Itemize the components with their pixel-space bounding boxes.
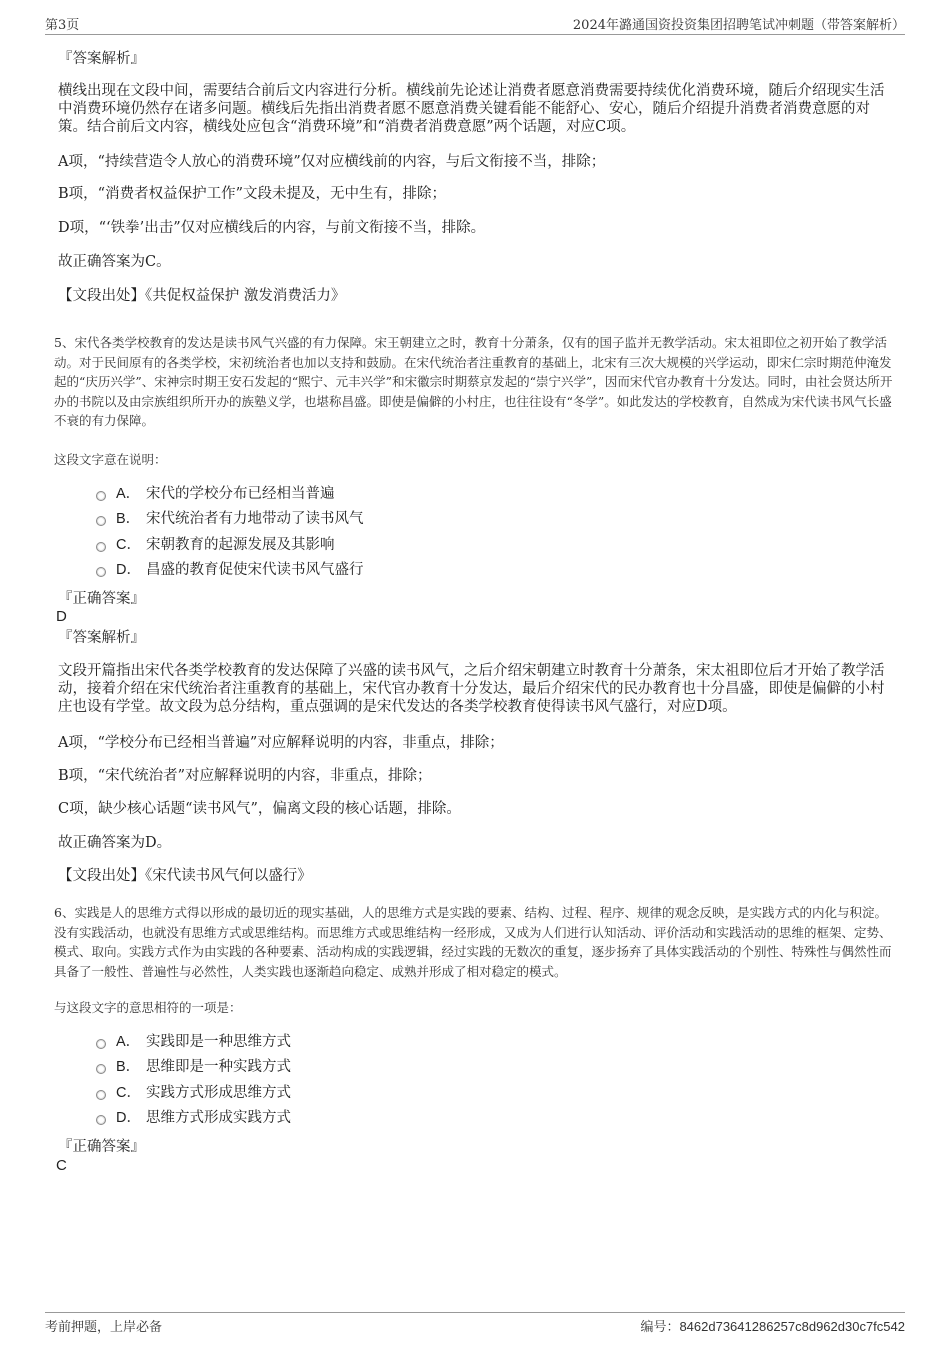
q5-prompt: 这段文字意在说明： bbox=[54, 452, 167, 467]
q6-option-a[interactable]: A． 实践即是一种思维方式 bbox=[96, 1033, 291, 1051]
q6-answer: C bbox=[56, 1157, 67, 1174]
radio-icon[interactable] bbox=[96, 1039, 106, 1049]
q4-conclusion: 故正确答案为C。 bbox=[58, 254, 171, 270]
footer-slogan: 考前押题，上岸必备 bbox=[45, 1320, 163, 1335]
q4-source: 【文段出处】《共促权益保护 激发消费活力》 bbox=[58, 288, 346, 304]
q6-stem: 6、实践是人的思维方式得以形成的最切近的现实基础，人的思维方式是实践的要素、结构、过程、程序、规律的观念反映，是实践方式的内化与积淀。没有实践活动，也就没有思维方式或思维结构。而思维方式或思维结构一经形成，又成为人们进行认知活动、评价活动和实践活动的思维的框架、定势、模式、取向。实践方式作为由实践的各种要素、活动构成的实践逻辑，经过实践的无数次的重复，逐步扬弃了具体实践活动的个别性、特殊性与偶然性而具备了一般性、普遍性与必然性，人类实践也逐渐趋向稳定、成熟并形成了相对稳定的模式。 bbox=[54, 905, 892, 979]
q5-option-c[interactable]: C． 宋朝教育的起源发展及其影响 bbox=[96, 536, 335, 554]
q5-option-d[interactable]: D． 昌盛的教育促使宋代读书风气盛行 bbox=[96, 561, 364, 579]
q5-analysis: 文段开篇指出宋代各类学校教育的发达保障了兴盛的读书风气，之后介绍宋朝建立时教育十分萧条，宋太祖即位后才开始了教学活动，接着介绍在宋代统治者注重教育的基础上，宋代官办教育十分发达，最后介绍宋代的民办教育也十分昌盛，即使是偏僻的小村庄也设有学堂。故文段为总分结构，重点强调的是宋代发达的各类学校教育使得读书风气盛行，对应D项。 bbox=[58, 663, 885, 715]
q6-answer-label: 『正确答案』 bbox=[58, 1139, 145, 1155]
document-title: 2024年潞通国资投资集团招聘笔试冲刺题（带答案解析） bbox=[572, 18, 905, 33]
page-header bbox=[45, 14, 905, 35]
q4-analysis-label: 『答案解析』 bbox=[58, 51, 145, 67]
radio-icon[interactable] bbox=[96, 542, 106, 552]
q5-stem: 5、宋代各类学校教育的发达是读书风气兴盛的有力保障。宋王朝建立之时，教育十分萧条，仅有的国子监并无教学活动。宋太祖即位之初开始了教学活动。对于民间原有的各类学校，宋初统治者也加以支持和鼓励。在宋代统治者注重教育的基础上，北宋有三次大规模的兴学运动，即宋仁宗时期范仲淹发起的“庆历兴学”、宋神宗时期王安石发起的“熙宁、元丰兴学”和宋徽宗时期蔡京发起的“崇宁兴学”，因而宋代官办教育十分发达。同时，由社会贤达所开办的书院以及由宗族组织所开办的族塾义学，也堪称昌盛。即使是偏僻的小村庄，也往往设有“冬学”。如此发达的学校教育，自然成为宋代读书风气长盛不衰的有力保障。 bbox=[54, 335, 893, 428]
q5-answer-label: 『正确答案』 bbox=[58, 591, 145, 607]
q4-line-b: B项，“消费者权益保护工作”文段未提及，无中生有，排除； bbox=[58, 186, 446, 202]
q5-source: 【文段出处】《宋代读书风气何以盛行》 bbox=[58, 868, 312, 884]
q6-prompt: 与这段文字的意思相符的一项是： bbox=[54, 1000, 242, 1015]
q5-line-b: B项，“宋代统治者”对应解释说明的内容，非重点，排除； bbox=[58, 768, 432, 784]
q5-analysis-label: 『答案解析』 bbox=[58, 630, 145, 646]
q5-line-a: A项，“学校分布已经相当普遍”对应解释说明的内容，非重点，排除； bbox=[58, 735, 504, 751]
radio-icon[interactable] bbox=[96, 567, 106, 577]
radio-icon[interactable] bbox=[96, 491, 106, 501]
q4-line-a: A项，“持续营造令人放心的消费环境”仅对应横线前的内容，与后文衔接不当，排除； bbox=[58, 154, 606, 170]
q4-analysis: 横线出现在文段中间，需要结合前后文内容进行分析。横线前先论述让消费者愿意消费需要持续优化消费环境，随后介绍现实生活中消费环境仍然存在诸多问题。横线后先指出消费者愿不愿意消费关键看能不能舒心、安心，随后介绍提升消费者消费意愿的对策。结合前后文内容，横线处应包含“消费环境”和“消费者消费意愿”两个话题，对应C项。 bbox=[58, 83, 885, 135]
footer-code: 编号：8462d73641286257c8d962d30c7fc542 bbox=[640, 1319, 905, 1334]
page-footer bbox=[45, 1312, 905, 1338]
q5-answer: D bbox=[56, 608, 67, 625]
q5-conclusion: 故正确答案为D。 bbox=[58, 835, 172, 851]
q5-option-a[interactable]: A． 宋代的学校分布已经相当普遍 bbox=[96, 485, 335, 503]
q4-line-d: D项，“‘铁拳’出击”仅对应横线后的内容，与前文衔接不当，排除。 bbox=[58, 220, 486, 236]
radio-icon[interactable] bbox=[96, 1064, 106, 1074]
q6-option-c[interactable]: C． 实践方式形成思维方式 bbox=[96, 1084, 291, 1102]
q5-line-c: C项，缺少核心话题“读书风气”，偏离文段的核心话题，排除。 bbox=[58, 801, 461, 817]
q6-option-b[interactable]: B． 思维即是一种实践方式 bbox=[96, 1058, 291, 1076]
radio-icon[interactable] bbox=[96, 1090, 106, 1100]
radio-icon[interactable] bbox=[96, 1115, 106, 1125]
q6-option-d[interactable]: D． 思维方式形成实践方式 bbox=[96, 1109, 291, 1127]
page-number: 第3页 bbox=[45, 18, 80, 33]
q5-option-b[interactable]: B． 宋代统治者有力地带动了读书风气 bbox=[96, 510, 364, 528]
radio-icon[interactable] bbox=[96, 516, 106, 526]
